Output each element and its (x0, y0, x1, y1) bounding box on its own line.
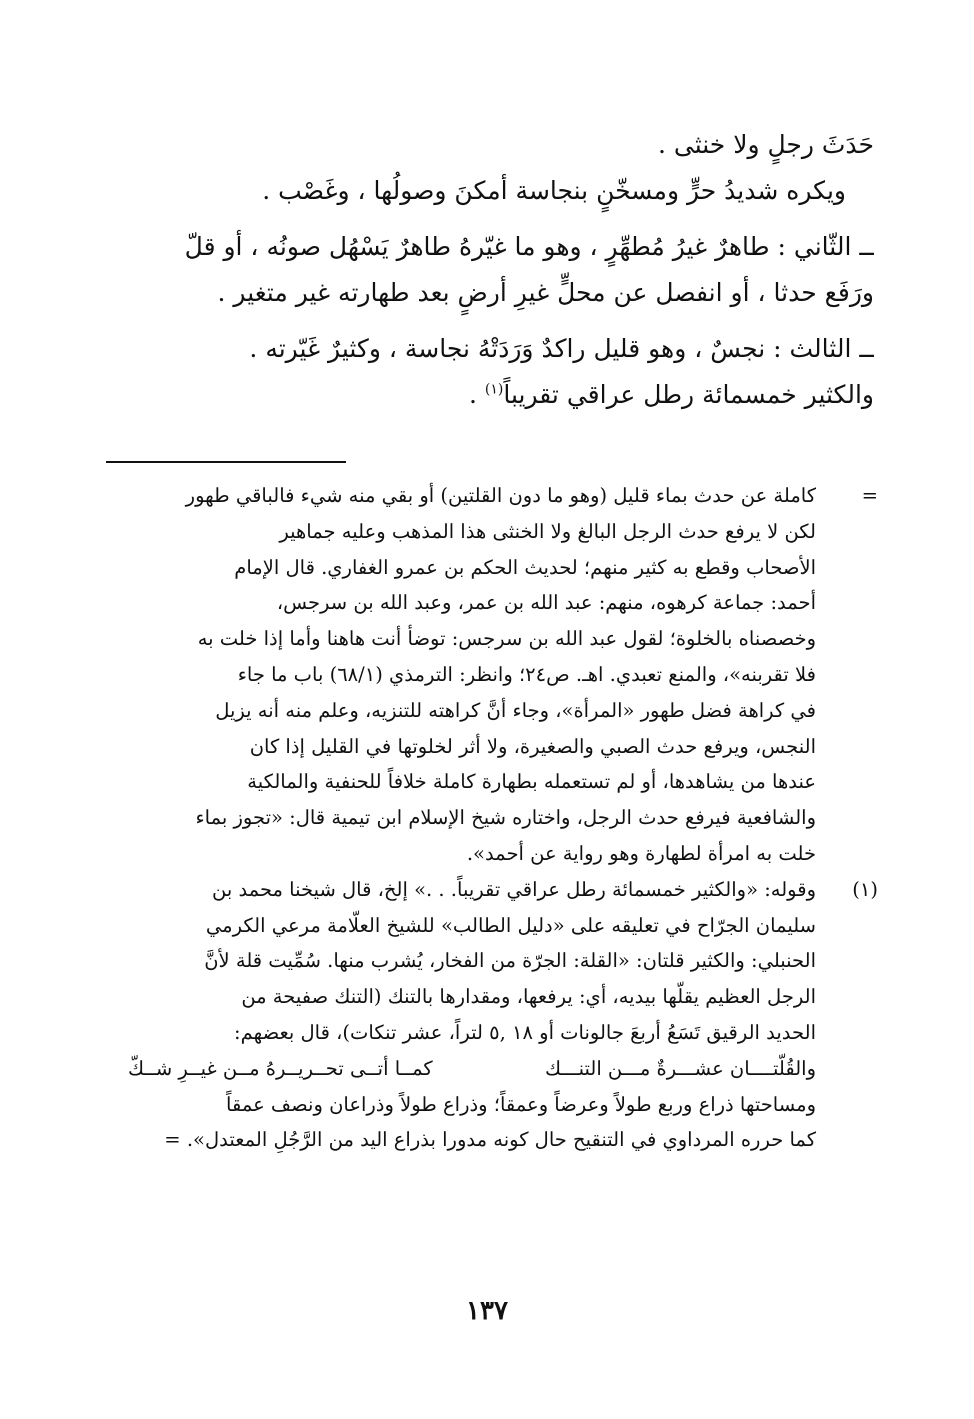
main-line: ويكره شديدُ حرٍّ ومسخّنٍ بنجاسة أمكنَ وصولُها ، وغَصْب . (262, 176, 846, 205)
footnote-text: الأصحاب وقطع به كثير منهم؛ لحديث الحكم بن عمرو الغفاري. قال الإمام (234, 555, 816, 579)
footnote-text: الرجل العظيم يقلّها بيديه، أي: يرفعها، ومقدارها بالتنك (التنك صفيحة من (241, 985, 816, 1009)
footnote-line (88, 550, 878, 586)
continuation-mark: = (861, 484, 878, 507)
main-line-text: والكثير خمسمائة رطل عراقي تقريباً (503, 380, 874, 409)
footnote-text: الحديد الرقيق تَسَعُ أربعَ جالونات أو ١٨ ,٥ لتراً، عشر تنكات)، قال بعضهم: (234, 1020, 816, 1044)
verse-hemistich-first: والقُلّتــــان عشـــرةٌ مـــن التنـــك (545, 1056, 816, 1080)
verse-line (88, 1051, 878, 1087)
footnote-line (88, 836, 878, 872)
footnote-text: وقوله: «والكثير خمسمائة رطل عراقي تقريباً. . .» إلخ، قال شيخنا محمد بن (211, 877, 816, 901)
main-line-end: . (469, 380, 485, 409)
footnote-text: أحمد: جماعة كرهوه، منهم: عبد الله بن عمر، وعبد الله بن سرجس، (276, 591, 816, 615)
main-line: ــ الثّاني : طاهرٌ غيرُ مُطهِّرٍ ، وهو ما غيّرهُ طاهرٌ يَسْهُل صونُه ، أو قلّ (184, 232, 874, 261)
footnote-line (88, 943, 878, 979)
footnote-line (88, 585, 878, 621)
footnote-text: لكن لا يرفع حدث الرجل البالغ ولا الخنثى هذا المذهب وعليه جماهير (279, 519, 816, 543)
footnote-line (88, 514, 878, 550)
footnote-text: خلت به امرأة لطهارة وهو رواية عن أحمد». (466, 841, 816, 865)
footnote-ref: (١) (484, 381, 504, 398)
footnote-text: في كراهة فضل طهور «المرأة»، وجاء أنَّ كراهته للتنزيه، وعلم منه أنه يزيل (215, 698, 816, 722)
footnote-line (88, 979, 878, 1015)
footnote-line (88, 1015, 878, 1051)
main-line (94, 372, 874, 418)
footnote-text: النجس، ويرفع حدث الصبي والصغيرة، ولا أثر لخلوتها في القليل إذا كان (249, 734, 816, 758)
footnote-line (88, 729, 878, 765)
footnote-line (88, 657, 878, 693)
footnote-line (88, 872, 878, 908)
main-line: حَدَثَ رجلٍ ولا خنثى . (657, 130, 874, 159)
footnote-line (88, 764, 878, 800)
footnote-line (88, 1087, 878, 1123)
footnote-line (88, 908, 878, 944)
main-line: ورَفَع حدثا ، أو انفصل عن محلٍّ غيرِ أرضٍ بعد طهارته غير متغير . (217, 278, 874, 307)
footnotes (88, 478, 878, 1158)
footnote-line (88, 621, 878, 657)
footnote-text: ومساحتها ذراع وربع طولاً وعرضاً وعمقاً؛ وذراع طولاً وذراعان ونصف عمقاً (226, 1092, 816, 1116)
footnote-text: كما حرره المرداوي في التنقيح حال كونه مدورا بذراع اليد من الرَّجُلِ المعتدل». = (164, 1128, 816, 1152)
main-line: ــ الثالث : نجسٌ ، وهو قليل راكدٌ وَرَدَتْهُ نجاسة ، وكثيرٌ غَيّرته . (249, 334, 874, 363)
footnote-number: (١) (852, 877, 878, 901)
footnote-line (88, 478, 878, 514)
main-text (94, 122, 874, 418)
footnote-text: عندها من يشاهدها، أو لم تستعمله بطهارة كاملة خلافاً للحنفية والمالكية (247, 770, 816, 794)
footnote-text: وخصصناه بالخلوة؛ لقول عبد الله بن سرجس: توضأ أنت هاهنا وأما إذا خلت به (197, 627, 816, 651)
page-number: ١٣٧ (466, 1296, 508, 1326)
verse-hemistich-second: كمــا أتــى تحــريــرهُ مــن غيــرِ شــكّ (128, 1056, 433, 1080)
footnote-text: كاملة عن حدث بماء قليل (وهو ما دون القلتين) أو بقي منه شيء فالباقي طهور (185, 484, 816, 507)
footnote-line (88, 800, 878, 836)
footnote-text: والشافعية فيرفع حدث الرجل، واختاره شيخ الإسلام ابن تيمية قال: «تجوز بماء (195, 806, 816, 830)
footnote-text: الحنبلي: والكثير قلتان: «القلة: الجرّة من الفخار، يُشرب منها. سُمِّيت قلة لأنَّ (204, 949, 816, 973)
footnote-line (88, 1122, 878, 1158)
footnote-text: فلا تقربنه»، والمنع تعبدي. اهـ. ص٢٤؛ وانظر: الترمذي (٦٨/١) باب ما جاء (237, 662, 816, 686)
footnote-text: سليمان الجرّاح في تعليقه على «دليل الطالب» للشيخ العلّامة مرعي الكرمي (205, 913, 816, 937)
footnote-line (88, 693, 878, 729)
footnote-separator (106, 461, 346, 463)
